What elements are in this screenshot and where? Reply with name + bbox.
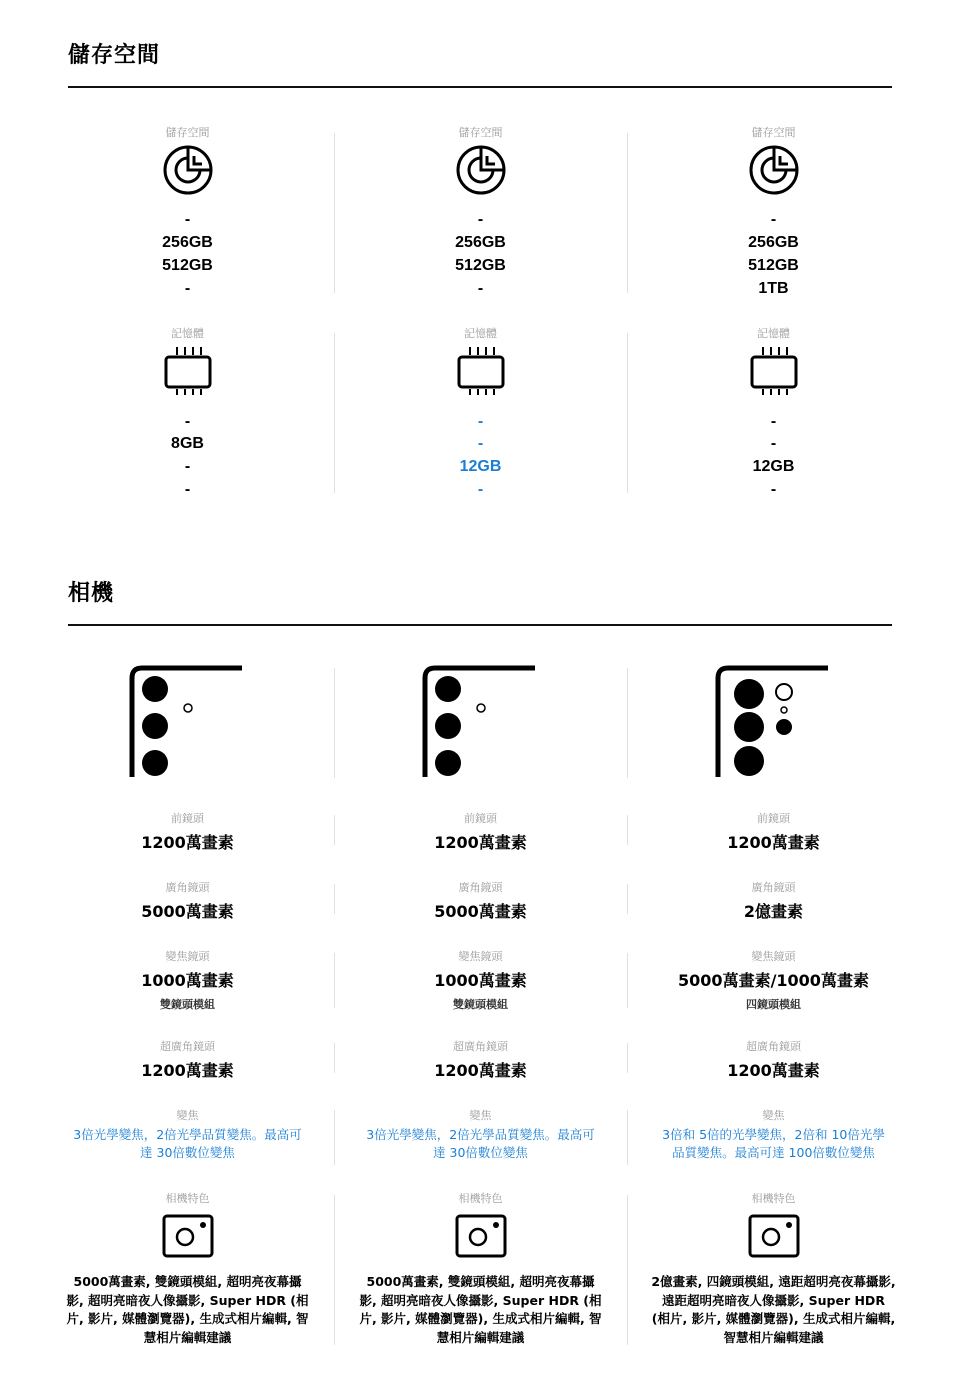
ultrawide-camera-value: 1200萬畫素 — [141, 1061, 234, 1080]
camera-feature-text: 2億畫素, 四鏡頭模組, 遠距超明亮夜幕攝影, 遠距超明亮暗夜人像攝影, Super HDR (相片, 影片, 媒體瀏覽器), 生成式相片編輯, 智慧相片編輯建議 — [651, 1274, 896, 1345]
storage-section-title: 儲存空間 — [68, 43, 161, 68]
storage-value: 512GB — [162, 257, 213, 274]
camera-column-2 — [334, 0, 627, 1379]
memory-value: 12GB — [752, 458, 795, 475]
camera-feature-text: 5000萬畫素, 雙鏡頭模組, 超明亮夜幕攝影, 超明亮暗夜人像攝影, Super HDR (相片, 影片, 媒體瀏覽器), 生成式相片編輯, 智慧相片編輯建議 — [66, 1274, 309, 1345]
zoom-text: 3倍光學變焦，2倍光學品質變焦。最高可達 30倍數位變焦 — [73, 1127, 302, 1160]
storage-value: 1TB — [758, 280, 789, 297]
storage-caption: 儲存空間 — [458, 126, 503, 139]
tele-camera-module: 雙鏡頭模組 — [453, 998, 508, 1011]
storage-value: - — [184, 280, 191, 297]
camera-feature-caption: 相機特色 — [458, 1192, 503, 1205]
camera-module-icon — [128, 664, 248, 784]
camera-column-1 — [41, 0, 334, 1379]
storage-value: 256GB — [162, 234, 213, 251]
storage-value: 512GB — [455, 257, 506, 274]
wide-camera-caption: 廣角鏡頭 — [751, 881, 796, 894]
tele-camera-caption: 變焦鏡頭 — [751, 950, 796, 963]
tele-camera-value: 1000萬畫素 — [434, 971, 527, 990]
tele-camera-module: 雙鏡頭模組 — [160, 998, 215, 1011]
tele-camera-module: 四鏡頭模組 — [746, 998, 801, 1011]
wide-camera-caption: 廣角鏡頭 — [165, 881, 210, 894]
storage-value: - — [477, 280, 484, 297]
memory-value: - — [477, 481, 484, 498]
memory-value: - — [477, 435, 484, 452]
front-camera-caption: 前鏡頭 — [757, 812, 790, 825]
camera-feature-caption: 相機特色 — [751, 1192, 796, 1205]
memory-caption: 記憶體 — [464, 327, 497, 340]
memory-value: - — [184, 481, 191, 498]
wide-camera-caption: 廣角鏡頭 — [458, 881, 503, 894]
zoom-text: 3倍光學變焦，2倍光學品質變焦。最高可達 30倍數位變焦 — [366, 1127, 595, 1160]
camera-icon — [627, 1213, 920, 1263]
zoom-text: 3倍和 5倍的光學變焦，2倍和 10倍光學品質變焦。最高可達 100倍數位變焦 — [662, 1127, 885, 1160]
memory-value: - — [770, 413, 777, 430]
front-camera-value: 1200萬畫素 — [141, 833, 234, 852]
memory-value: 12GB — [459, 458, 502, 475]
ultrawide-camera-caption: 超廣角鏡頭 — [746, 1040, 801, 1053]
storage-value: 256GB — [748, 234, 799, 251]
memory-caption: 記憶體 — [757, 327, 790, 340]
memory-value: - — [184, 413, 191, 430]
tele-camera-caption: 變焦鏡頭 — [458, 950, 503, 963]
memory-value: - — [184, 458, 191, 475]
camera-module-icon — [421, 664, 541, 784]
tele-camera-value: 1000萬畫素 — [141, 971, 234, 990]
camera-module-icon — [714, 664, 834, 784]
front-camera-caption: 前鏡頭 — [464, 812, 497, 825]
storage-value: - — [770, 211, 777, 228]
memory-value: - — [477, 413, 484, 430]
zoom-caption: 變焦 — [176, 1109, 199, 1122]
memory-value: 8GB — [171, 435, 204, 452]
memory-value: - — [770, 435, 777, 452]
ultrawide-camera-caption: 超廣角鏡頭 — [160, 1040, 215, 1053]
storage-value: - — [477, 211, 484, 228]
zoom-caption: 變焦 — [469, 1109, 492, 1122]
wide-camera-value: 5000萬畫素 — [141, 902, 234, 921]
storage-value: - — [184, 211, 191, 228]
memory-caption: 記憶體 — [171, 327, 204, 340]
ultrawide-camera-value: 1200萬畫素 — [434, 1061, 527, 1080]
tele-camera-value: 5000萬畫素/1000萬畫素 — [678, 971, 869, 990]
camera-icon — [41, 1213, 334, 1263]
zoom-caption: 變焦 — [762, 1109, 785, 1122]
front-camera-caption: 前鏡頭 — [171, 812, 204, 825]
wide-camera-value: 2億畫素 — [743, 902, 804, 921]
camera-icon — [334, 1213, 627, 1263]
front-camera-value: 1200萬畫素 — [727, 833, 820, 852]
camera-column-3 — [627, 0, 920, 1379]
tele-camera-caption: 變焦鏡頭 — [165, 950, 210, 963]
camera-feature-caption: 相機特色 — [165, 1192, 210, 1205]
front-camera-value: 1200萬畫素 — [434, 833, 527, 852]
storage-caption: 儲存空間 — [751, 126, 796, 139]
wide-camera-value: 5000萬畫素 — [434, 902, 527, 921]
camera-feature-text: 5000萬畫素, 雙鏡頭模組, 超明亮夜幕攝影, 超明亮暗夜人像攝影, Super HDR (相片, 影片, 媒體瀏覽器), 生成式相片編輯, 智慧相片編輯建議 — [359, 1274, 602, 1345]
storage-caption: 儲存空間 — [165, 126, 210, 139]
memory-value: - — [770, 481, 777, 498]
camera-section-title: 相機 — [68, 581, 115, 606]
ultrawide-camera-caption: 超廣角鏡頭 — [453, 1040, 508, 1053]
ultrawide-camera-value: 1200萬畫素 — [727, 1061, 820, 1080]
storage-value: 256GB — [455, 234, 506, 251]
storage-value: 512GB — [748, 257, 799, 274]
